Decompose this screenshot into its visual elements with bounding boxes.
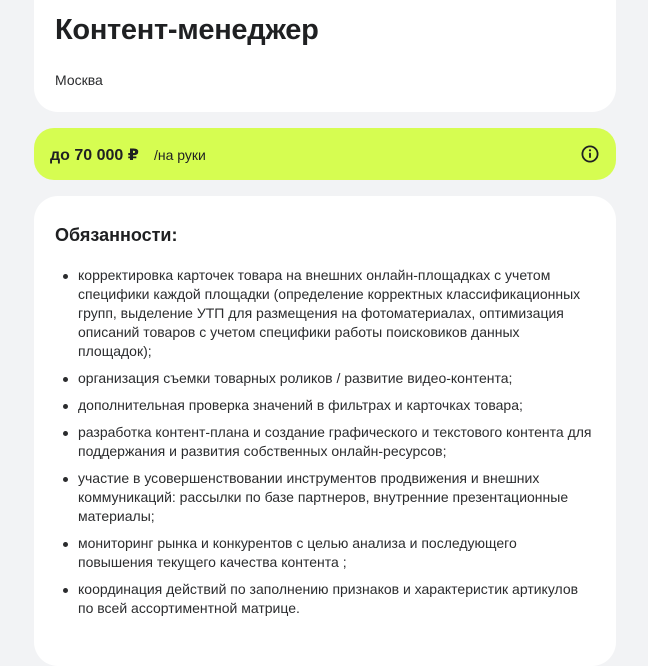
duty-item: разработка контент-плана и создание графического и текстового контента для поддержания и развития собственных онлайн-ресурсов;: [55, 423, 595, 461]
info-icon[interactable]: [580, 144, 600, 164]
duties-heading: Обязанности:: [55, 225, 178, 245]
duty-item: дополнительная проверка значений в фильтрах и карточках товара;: [55, 396, 595, 415]
duties-list: [55, 266, 595, 626]
duty-item: мониторинг рынка и конкурентов с целью анализа и последующего повышения текущего качества контента ;: [55, 534, 595, 572]
duty-item: координация действий по заполнению признаков и характеристик артикулов по всей ассортиментной матрице.: [55, 580, 595, 618]
vacancy-header-card: [34, 0, 616, 112]
salary-bar: [34, 128, 616, 180]
salary-suffix: /на руки: [154, 147, 206, 163]
duty-item: организация съемки товарных роликов / развитие видео-контента;: [55, 369, 595, 388]
vacancy-city: Москва: [55, 72, 103, 88]
vacancy-description-card: [34, 196, 616, 666]
duty-item: корректировка карточек товара на внешних онлайн-площадках с учетом специфики каждой площадки (определение корректных классификационных групп, выделение УТП для размещения на фотоматериалах, оптимизация описаний товаров с учетом специфики работы поисковиков данных площадок);: [55, 266, 595, 361]
vacancy-title: Контент-менеджер: [55, 14, 319, 46]
salary-amount: до 70 000 ₽: [50, 147, 139, 164]
duty-item: участие в усовершенствовании инструментов продвижения и внешних коммуникаций: рассылки по базе партнеров, внутренние презентационные материалы;: [55, 469, 595, 526]
